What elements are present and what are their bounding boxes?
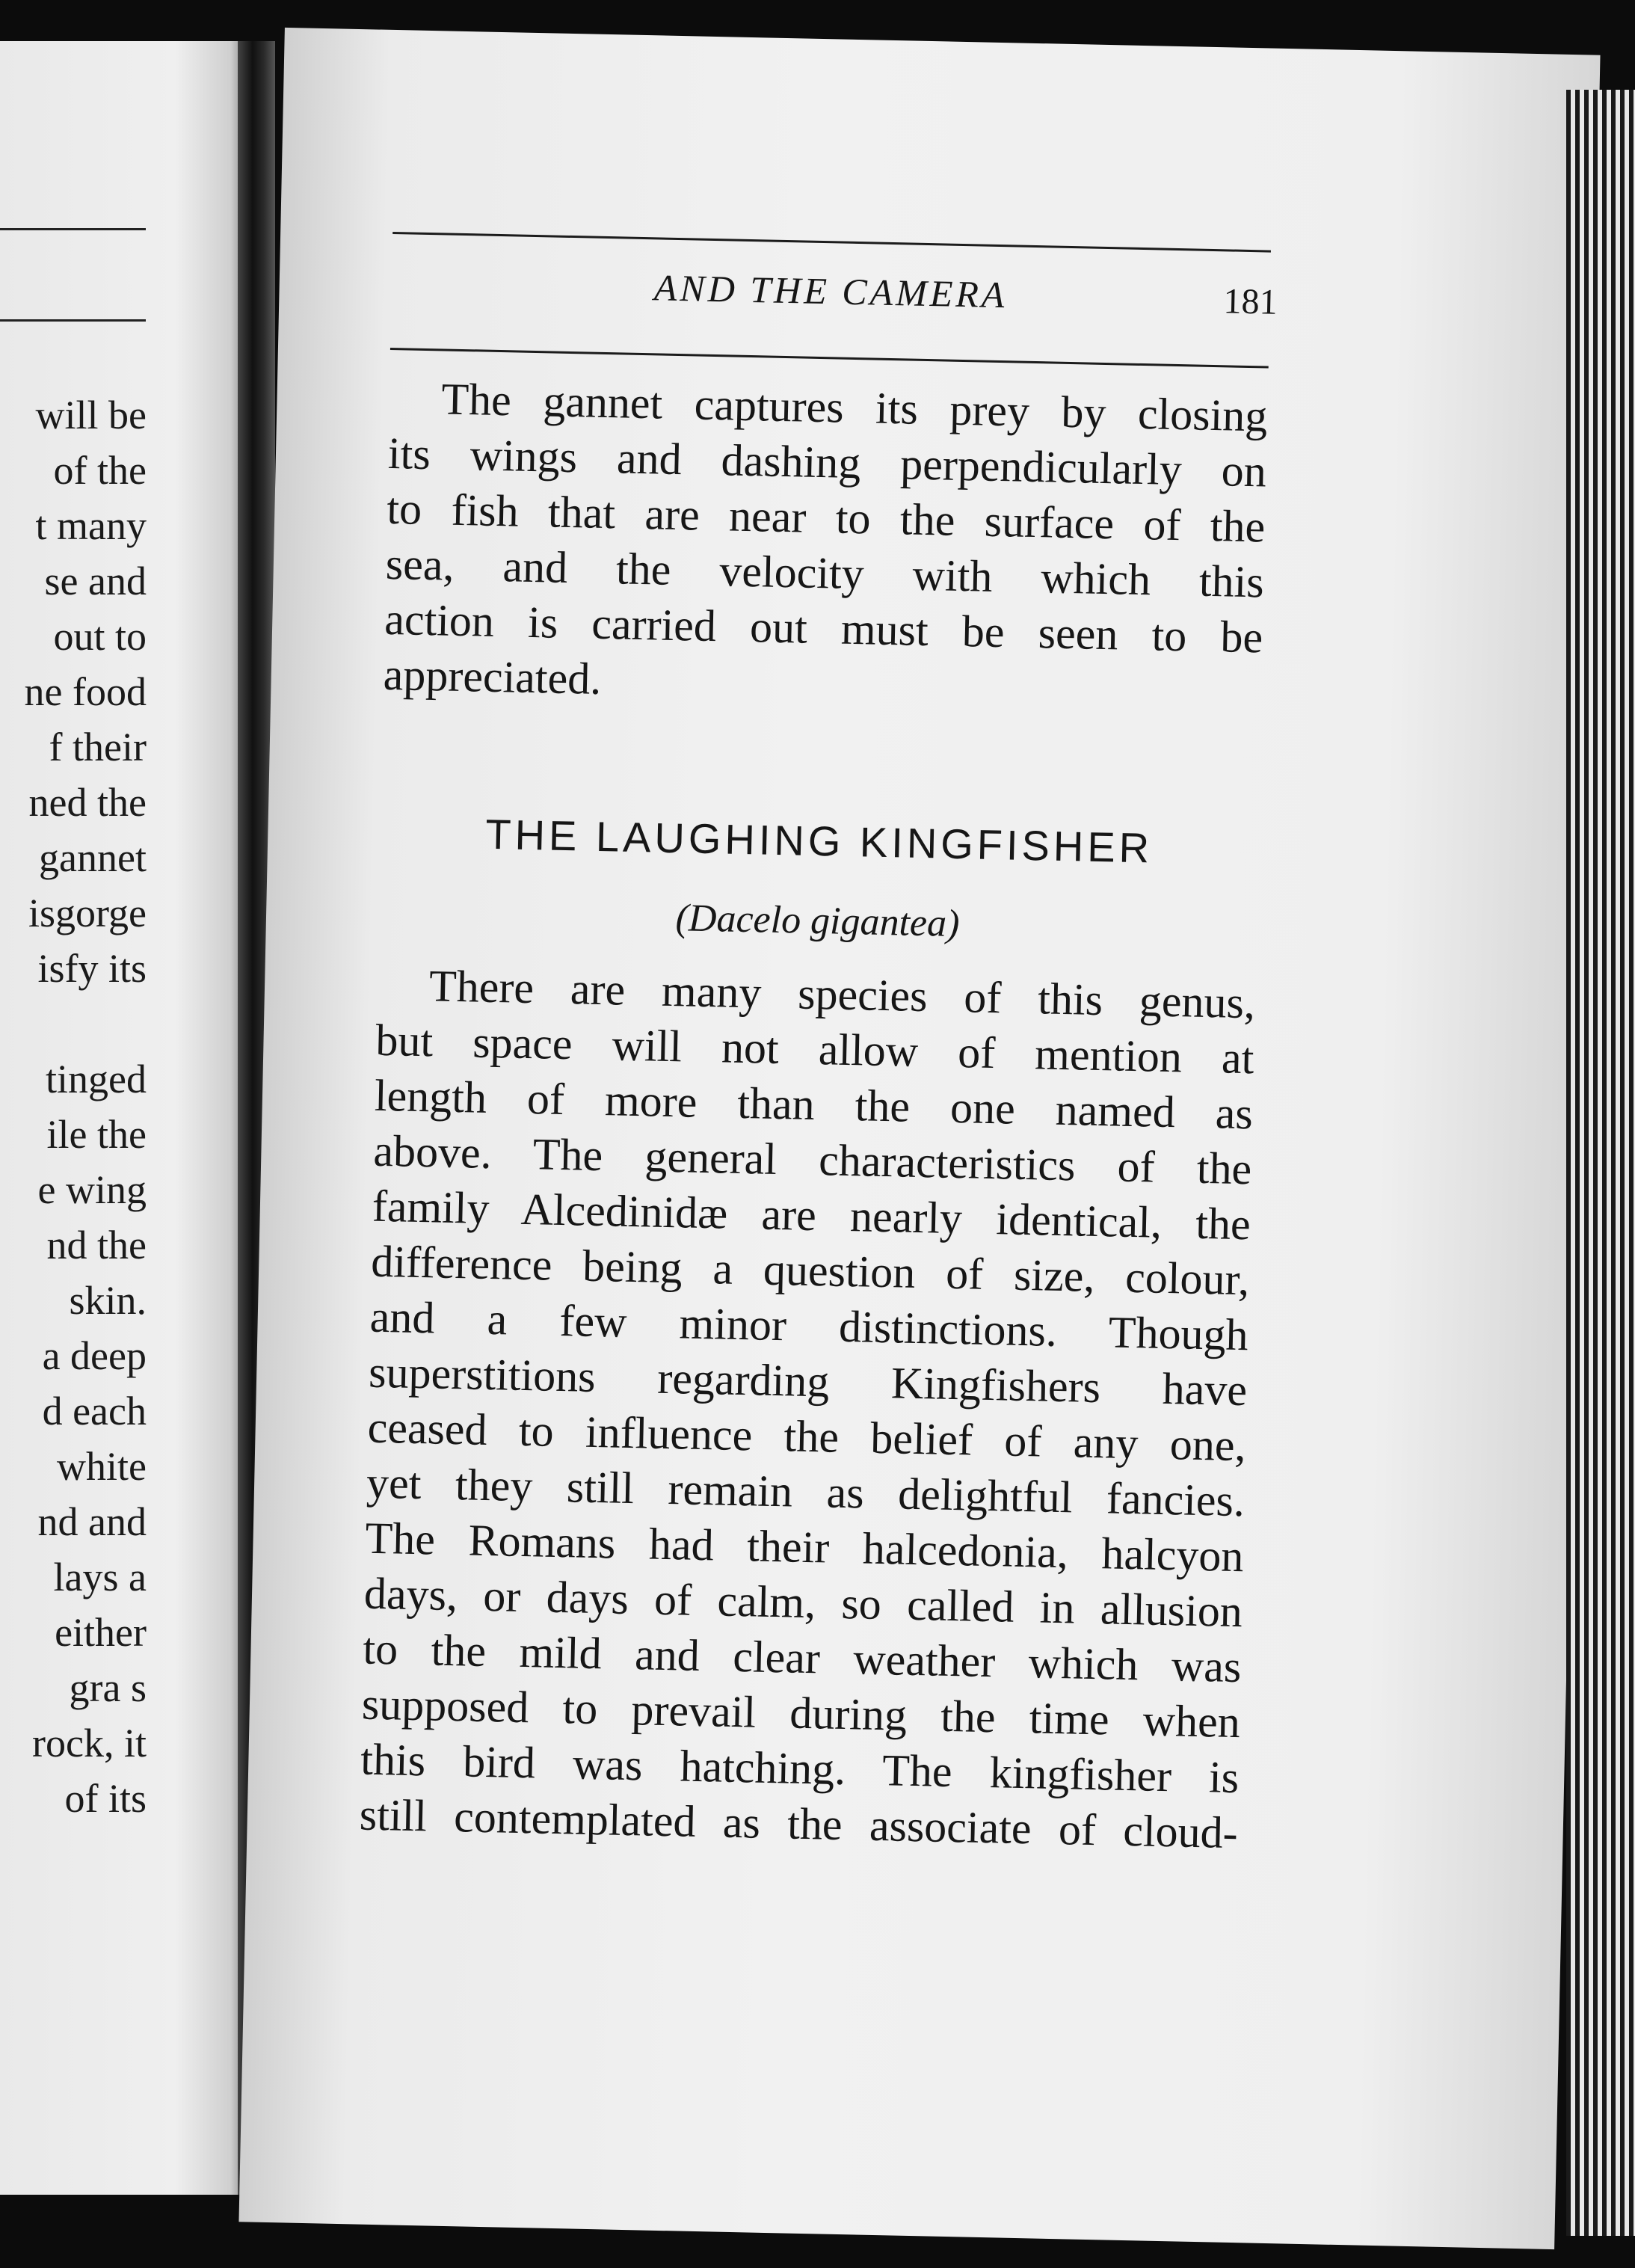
text-line: this bird was hatching. The kingfisher is (360, 1734, 1240, 1803)
text-line: difference being a question of size, colour, (370, 1236, 1250, 1305)
text-line: length of more than the one named as (374, 1070, 1254, 1139)
right-page-content (359, 217, 1278, 1858)
text-line: superstitions regarding Kingfishers have (368, 1347, 1248, 1416)
left-line: nd the (46, 1223, 147, 1267)
text-line: to the mild and clear weather which was (362, 1623, 1242, 1692)
left-line: nd and (37, 1499, 147, 1544)
left-line: ile the (46, 1112, 147, 1157)
left-line: t many (35, 503, 147, 548)
left-line: a deep (42, 1333, 147, 1378)
left-line: white (57, 1444, 147, 1489)
right-page (238, 28, 1600, 2249)
left-line: of its (64, 1776, 147, 1821)
text-line: The gannet captures its prey by closing (440, 374, 1269, 441)
text-line: sea, and the velocity with which this (385, 538, 1265, 607)
left-line-gap (0, 996, 147, 1051)
page-number: 181 (1222, 281, 1278, 322)
text-line: its wings and dashing perpendicularly on (387, 428, 1267, 497)
text-line: to fish that are near to the surface of the (386, 483, 1266, 552)
paragraph-kingfisher (359, 957, 1256, 1860)
left-line: will be (35, 393, 147, 437)
text-line: supposed to prevail during the time when (361, 1679, 1241, 1748)
text-line: There are many species of this genus, (428, 961, 1256, 1028)
left-header-rule-bottom (0, 319, 146, 322)
text-line: and a few minor distinctions. Though (369, 1291, 1249, 1360)
text-line: action is carried out must be seen to be (384, 594, 1263, 663)
running-head: AND THE CAMERA (653, 266, 1009, 316)
header-rule-top (392, 232, 1271, 253)
header-rule-bottom (390, 348, 1269, 369)
left-line: f their (49, 725, 147, 769)
text-line: above. The general characteristics of the (372, 1125, 1252, 1194)
left-line: gannet (39, 835, 147, 880)
left-line: isfy its (37, 946, 147, 991)
section-heading: THE LAUGHING KINGFISHER (484, 810, 1154, 872)
left-line: lays a (53, 1555, 147, 1599)
left-line: skin. (69, 1278, 147, 1323)
section-subheading: (Dacelo gigantea) (675, 897, 961, 946)
paragraph-gannet (383, 370, 1268, 721)
text-line: days, or days of calm, so called in allusion (363, 1568, 1243, 1637)
left-line: out to (53, 614, 147, 659)
text-line: family Alcedinidæ are nearly identical, the (372, 1181, 1251, 1250)
left-line: e wing (37, 1167, 147, 1212)
left-line: ned the (28, 780, 147, 825)
left-line: se and (44, 559, 147, 603)
text-line: yet they still remain as delightful fancies. (366, 1457, 1246, 1526)
left-line: isgorge (28, 891, 147, 935)
text-line: ceased to influence the belief of any one, (367, 1402, 1247, 1471)
text-line: but space will not allow of mention at (375, 1015, 1255, 1084)
left-line: of the (53, 448, 147, 493)
text-line: appreciated. (383, 649, 602, 704)
left-page-text (0, 387, 147, 1826)
page-edges (1566, 90, 1635, 2236)
left-line: gra s (69, 1665, 147, 1710)
left-page (0, 41, 250, 2195)
text-line: still contemplated as the associate of cloud- (359, 1789, 1239, 1858)
text-line: The Romans had their halcedonia, halcyon (364, 1513, 1245, 1582)
left-line: d each (42, 1389, 147, 1433)
left-line: rock, it (32, 1721, 147, 1765)
left-line: ne food (24, 669, 147, 714)
left-line: tinged (46, 1057, 147, 1101)
left-line: either (55, 1610, 147, 1655)
left-header-rule-top (0, 228, 146, 230)
